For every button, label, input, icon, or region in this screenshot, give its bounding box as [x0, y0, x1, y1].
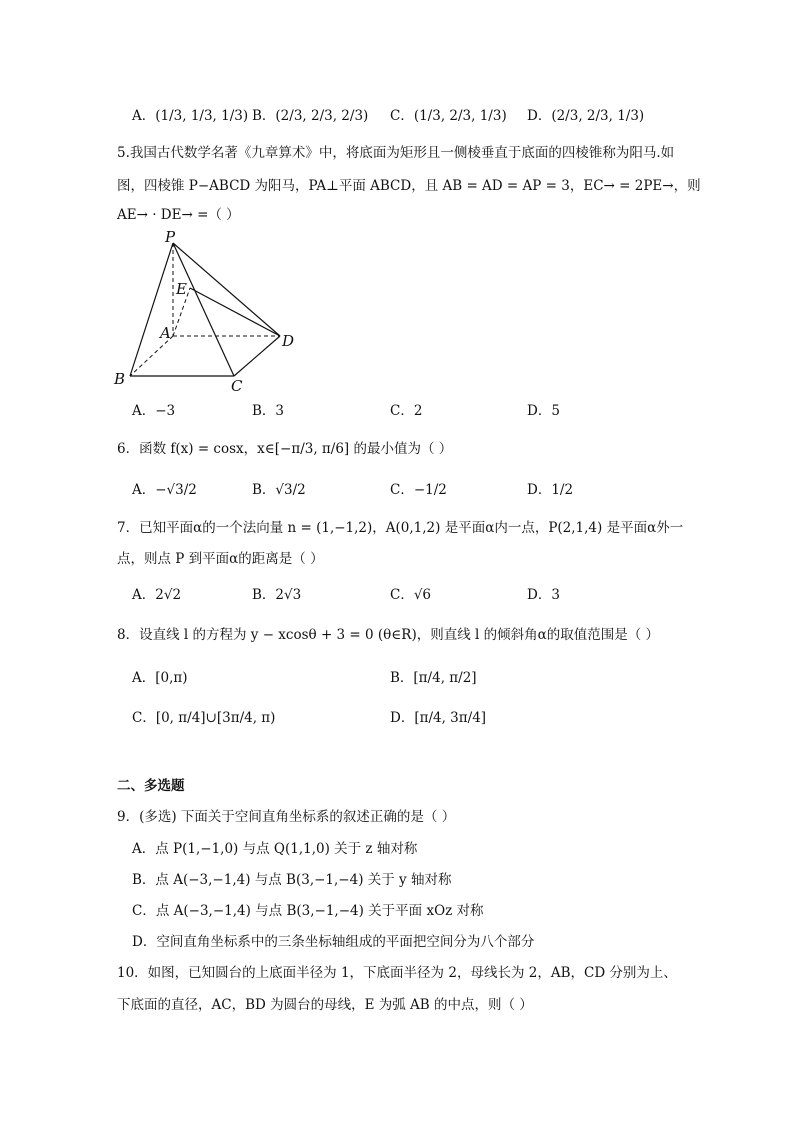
q9-stem: 9．(多选) 下面关于空间直角坐标系的叙述正确的是（ ） — [117, 809, 456, 825]
q5-stem-line2: 图，四棱锥 P−ABCD 为阳马，PA⊥平面 ABCD，且 AB = AD = AP = 3，EC→ = 2PE→，则 — [117, 178, 701, 194]
q7-option-c: C．√6 — [390, 587, 432, 603]
q4-option-a: A．(1/3, 1/3, 1/3) — [132, 108, 249, 124]
q8-option-a: A．[0,π) — [132, 670, 188, 686]
q8-option-b: B．[π/4, π/2] — [390, 670, 477, 686]
q5-option-a: A．−3 — [132, 403, 176, 419]
q7-option-d: D．3 — [527, 587, 560, 603]
section-title-multiple-choice: 二、多选题 — [117, 778, 185, 794]
q8-stem: 8．设直线 l 的方程为 y − xcosθ + 3 = 0 (θ∈R)，则直线 l 的倾斜角α的取值范围是（ ） — [117, 627, 660, 643]
q7-stem-line2: 点，则点 P 到平面α的距离是（ ） — [117, 551, 324, 567]
vertex-label-a: A — [160, 324, 171, 342]
q6-option-d: D．1/2 — [527, 482, 574, 498]
vertex-label-c: C — [231, 377, 243, 395]
q5-option-c: C．2 — [390, 403, 423, 419]
q9-option-d: D．空间直角坐标系中的三条坐标轴组成的平面把空间分为八个部分 — [132, 934, 535, 950]
q5-stem-line3: AE→ · DE→ =（ ） — [117, 207, 240, 223]
q5-option-b: B．3 — [252, 403, 285, 419]
pyramid-figure — [110, 230, 310, 395]
q8-option-d: D．[π/4, 3π/4] — [390, 710, 487, 726]
q9-option-b: B．点 A(−3,−1,4) 与点 B(3,−1,−4) 关于 y 轴对称 — [132, 872, 452, 888]
q8-option-c: C．[0, π/4]∪[3π/4, π) — [132, 710, 276, 726]
q4-option-c: C．(1/3, 2/3, 1/3) — [390, 108, 507, 124]
q6-option-a: A．−√3/2 — [132, 482, 197, 498]
q6-option-b: B．√3/2 — [252, 482, 306, 498]
q9-option-c: C．点 A(−3,−1,4) 与点 B(3,−1,−4) 关于平面 xOz 对称 — [132, 903, 484, 919]
q4-option-b: B．(2/3, 2/3, 2/3) — [252, 108, 369, 124]
q5-option-d: D．5 — [527, 403, 560, 419]
vertex-label-b: B — [114, 370, 126, 388]
vertex-label-p: P — [165, 230, 176, 246]
vertex-label-d: D — [282, 332, 295, 350]
q7-option-a: A．2√2 — [132, 587, 182, 603]
q7-stem-line1: 7．已知平面α的一个法向量 n = (1,−1,2)，A(0,1,2) 是平面α内一点，P(2,1,4) 是平面α外一 — [117, 520, 684, 536]
q6-stem: 6．函数 f(x) = cosx，x∈[−π/3, π/6] 的最小值为（ ） — [117, 441, 453, 457]
q10-stem-line2: 下底面的直径，AC，BD 为圆台的母线，E 为弧 AB 的中点，则（ ） — [117, 997, 533, 1013]
q6-option-c: C．−1/2 — [390, 482, 447, 498]
vertex-label-e: E — [176, 280, 187, 298]
q9-option-a: A．点 P(1,−1,0) 与点 Q(1,1,0) 关于 z 轴对称 — [132, 841, 418, 857]
q4-option-d: D．(2/3, 2/3, 1/3) — [527, 108, 645, 124]
q10-stem-line1: 10．如图，已知圆台的上底面半径为 1，下底面半径为 2，母线长为 2，AB，CD 分别为上、 — [117, 965, 677, 981]
q7-option-b: B．2√3 — [252, 587, 302, 603]
q5-stem-line1: 5.我国古代数学名著《九章算术》中，将底面为矩形且一侧棱垂直于底面的四棱锥称为阳马.如 — [117, 145, 675, 161]
